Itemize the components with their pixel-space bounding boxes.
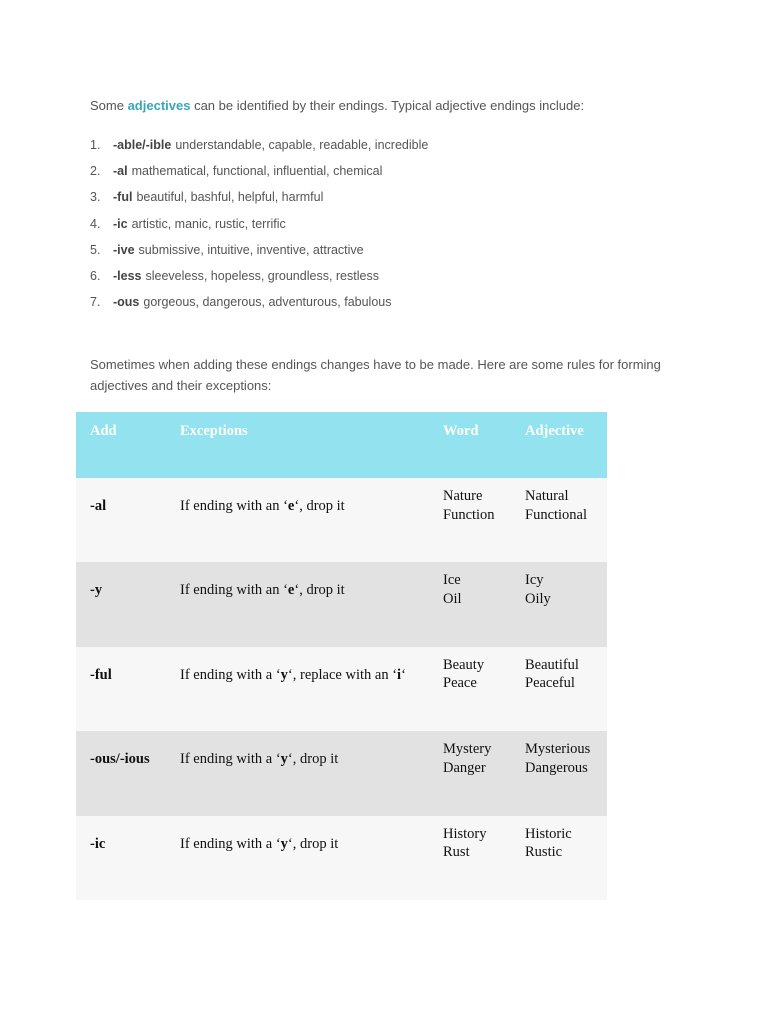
ending-examples: mathematical, functional, influential, chemical xyxy=(131,164,383,179)
rules-intro-paragraph: Sometimes when adding these endings changes have to be made. Here are some rules for forming adjectives and their exceptions: xyxy=(90,357,661,393)
cell-add: -ic xyxy=(76,816,166,900)
word-text: Function xyxy=(443,506,495,523)
adjective-text: Mysterious xyxy=(525,741,591,758)
adjective-text: Beautiful xyxy=(525,656,579,673)
cell-add: -ous/-ious xyxy=(76,731,166,815)
list-item xyxy=(90,215,428,241)
cell-exception xyxy=(166,647,429,731)
word-text: History xyxy=(443,825,487,842)
table-header-row xyxy=(76,412,607,478)
word-text: Peace xyxy=(443,675,477,692)
intro-paragraph xyxy=(90,97,710,115)
exception-text: If ending with a ‘ xyxy=(180,751,281,768)
cell-exception xyxy=(166,478,429,562)
ending-suffix: -less xyxy=(113,268,142,283)
ending-examples: beautiful, bashful, helpful, harmful xyxy=(136,190,324,205)
exception-text: ‘, drop it xyxy=(294,498,345,514)
intro-prefix: Some xyxy=(90,98,128,113)
exception-letter: y xyxy=(280,835,288,852)
list-number: 1. xyxy=(90,138,101,152)
adjective-text: Historic xyxy=(525,825,572,842)
cell-add: -al xyxy=(76,478,166,562)
cell-word xyxy=(429,647,511,731)
cell-word xyxy=(429,731,511,815)
exception-text: If ending with an ‘ xyxy=(180,498,288,514)
exception-text: If ending with a ‘ xyxy=(180,666,281,683)
exception-text: If ending with an ‘ xyxy=(180,582,288,599)
cell-word xyxy=(429,562,511,646)
exception-text: ‘, drop it xyxy=(287,835,339,852)
ending-suffix: -ful xyxy=(113,190,133,205)
list-item xyxy=(90,241,428,267)
exception-text: ‘, drop it xyxy=(294,582,345,599)
list-number: 3. xyxy=(90,190,101,205)
list-number: 6. xyxy=(90,268,101,283)
ending-suffix: -ive xyxy=(113,242,135,257)
exception-text: ‘ xyxy=(401,666,406,683)
cell-word xyxy=(429,478,511,562)
list-item xyxy=(90,267,428,293)
cell-word xyxy=(429,816,511,900)
list-item xyxy=(90,188,428,214)
intro-suffix: can be identified by their endings. Typical adjective endings include: xyxy=(190,98,585,113)
ending-examples: understandable, capable, readable, incredible xyxy=(175,138,429,152)
list-number: 2. xyxy=(90,164,101,179)
table-row xyxy=(76,816,607,900)
table-row xyxy=(76,647,607,731)
cell-add: -y xyxy=(76,562,166,646)
list-item xyxy=(90,293,428,319)
word-text: Beauty xyxy=(443,656,485,673)
list-item xyxy=(90,136,428,162)
ending-examples: sleeveless, hopeless, groundless, restless xyxy=(145,268,379,283)
cell-adjective xyxy=(511,816,607,900)
cell-exception xyxy=(166,562,429,646)
word-text: Ice xyxy=(443,572,461,589)
exception-text: ‘, drop it xyxy=(287,751,339,768)
cell-adjective xyxy=(511,478,607,562)
cell-adjective xyxy=(511,647,607,731)
ending-suffix: -ous xyxy=(113,295,140,310)
adjective-text: Functional xyxy=(525,506,588,523)
adjective-rules-table xyxy=(76,412,607,900)
adjective-text: Peaceful xyxy=(525,675,575,692)
table-row xyxy=(76,731,607,815)
adjective-text: Rustic xyxy=(525,844,563,861)
cell-exception xyxy=(166,731,429,815)
exception-letter: y xyxy=(280,666,288,683)
adjective-text: Dangerous xyxy=(525,759,588,776)
table-row xyxy=(76,478,607,562)
ending-examples: gorgeous, dangerous, adventurous, fabulous xyxy=(143,295,392,310)
ending-suffix: -al xyxy=(113,164,128,179)
adjectives-link[interactable]: adjectives xyxy=(127,98,191,113)
adjective-text: Natural xyxy=(525,488,569,504)
cell-add: -ful xyxy=(76,647,166,731)
adjective-text: Icy xyxy=(525,572,544,589)
exception-letter: e xyxy=(287,582,295,599)
list-number: 4. xyxy=(90,216,101,231)
word-text: Mystery xyxy=(443,741,492,758)
word-text: Danger xyxy=(443,759,486,776)
word-text: Nature xyxy=(443,488,483,504)
cell-exception xyxy=(166,816,429,900)
exception-text: ‘, replace with an ‘ xyxy=(287,666,398,683)
exception-letter: e xyxy=(287,498,295,514)
cell-adjective xyxy=(511,731,607,815)
exception-letter: i xyxy=(397,666,402,683)
header-exceptions: Exceptions xyxy=(166,412,429,478)
header-add: Add xyxy=(76,412,166,478)
ending-suffix: -able/-ible xyxy=(113,138,172,152)
list-number: 5. xyxy=(90,242,101,257)
adjective-text: Oily xyxy=(525,590,551,607)
header-word: Word xyxy=(429,412,511,478)
ending-suffix: -ic xyxy=(113,216,128,231)
cell-adjective xyxy=(511,562,607,646)
ending-examples: artistic, manic, rustic, terrific xyxy=(131,216,286,231)
table-row xyxy=(76,562,607,646)
word-text: Rust xyxy=(443,844,470,861)
exception-letter: y xyxy=(280,751,288,768)
list-item xyxy=(90,162,428,188)
header-adjective: Adjective xyxy=(511,412,607,478)
ending-examples: submissive, intuitive, inventive, attractive xyxy=(138,242,364,257)
exception-text: If ending with a ‘ xyxy=(180,835,281,852)
endings-list xyxy=(90,136,428,319)
list-number: 7. xyxy=(90,295,101,310)
word-text: Oil xyxy=(443,590,462,607)
